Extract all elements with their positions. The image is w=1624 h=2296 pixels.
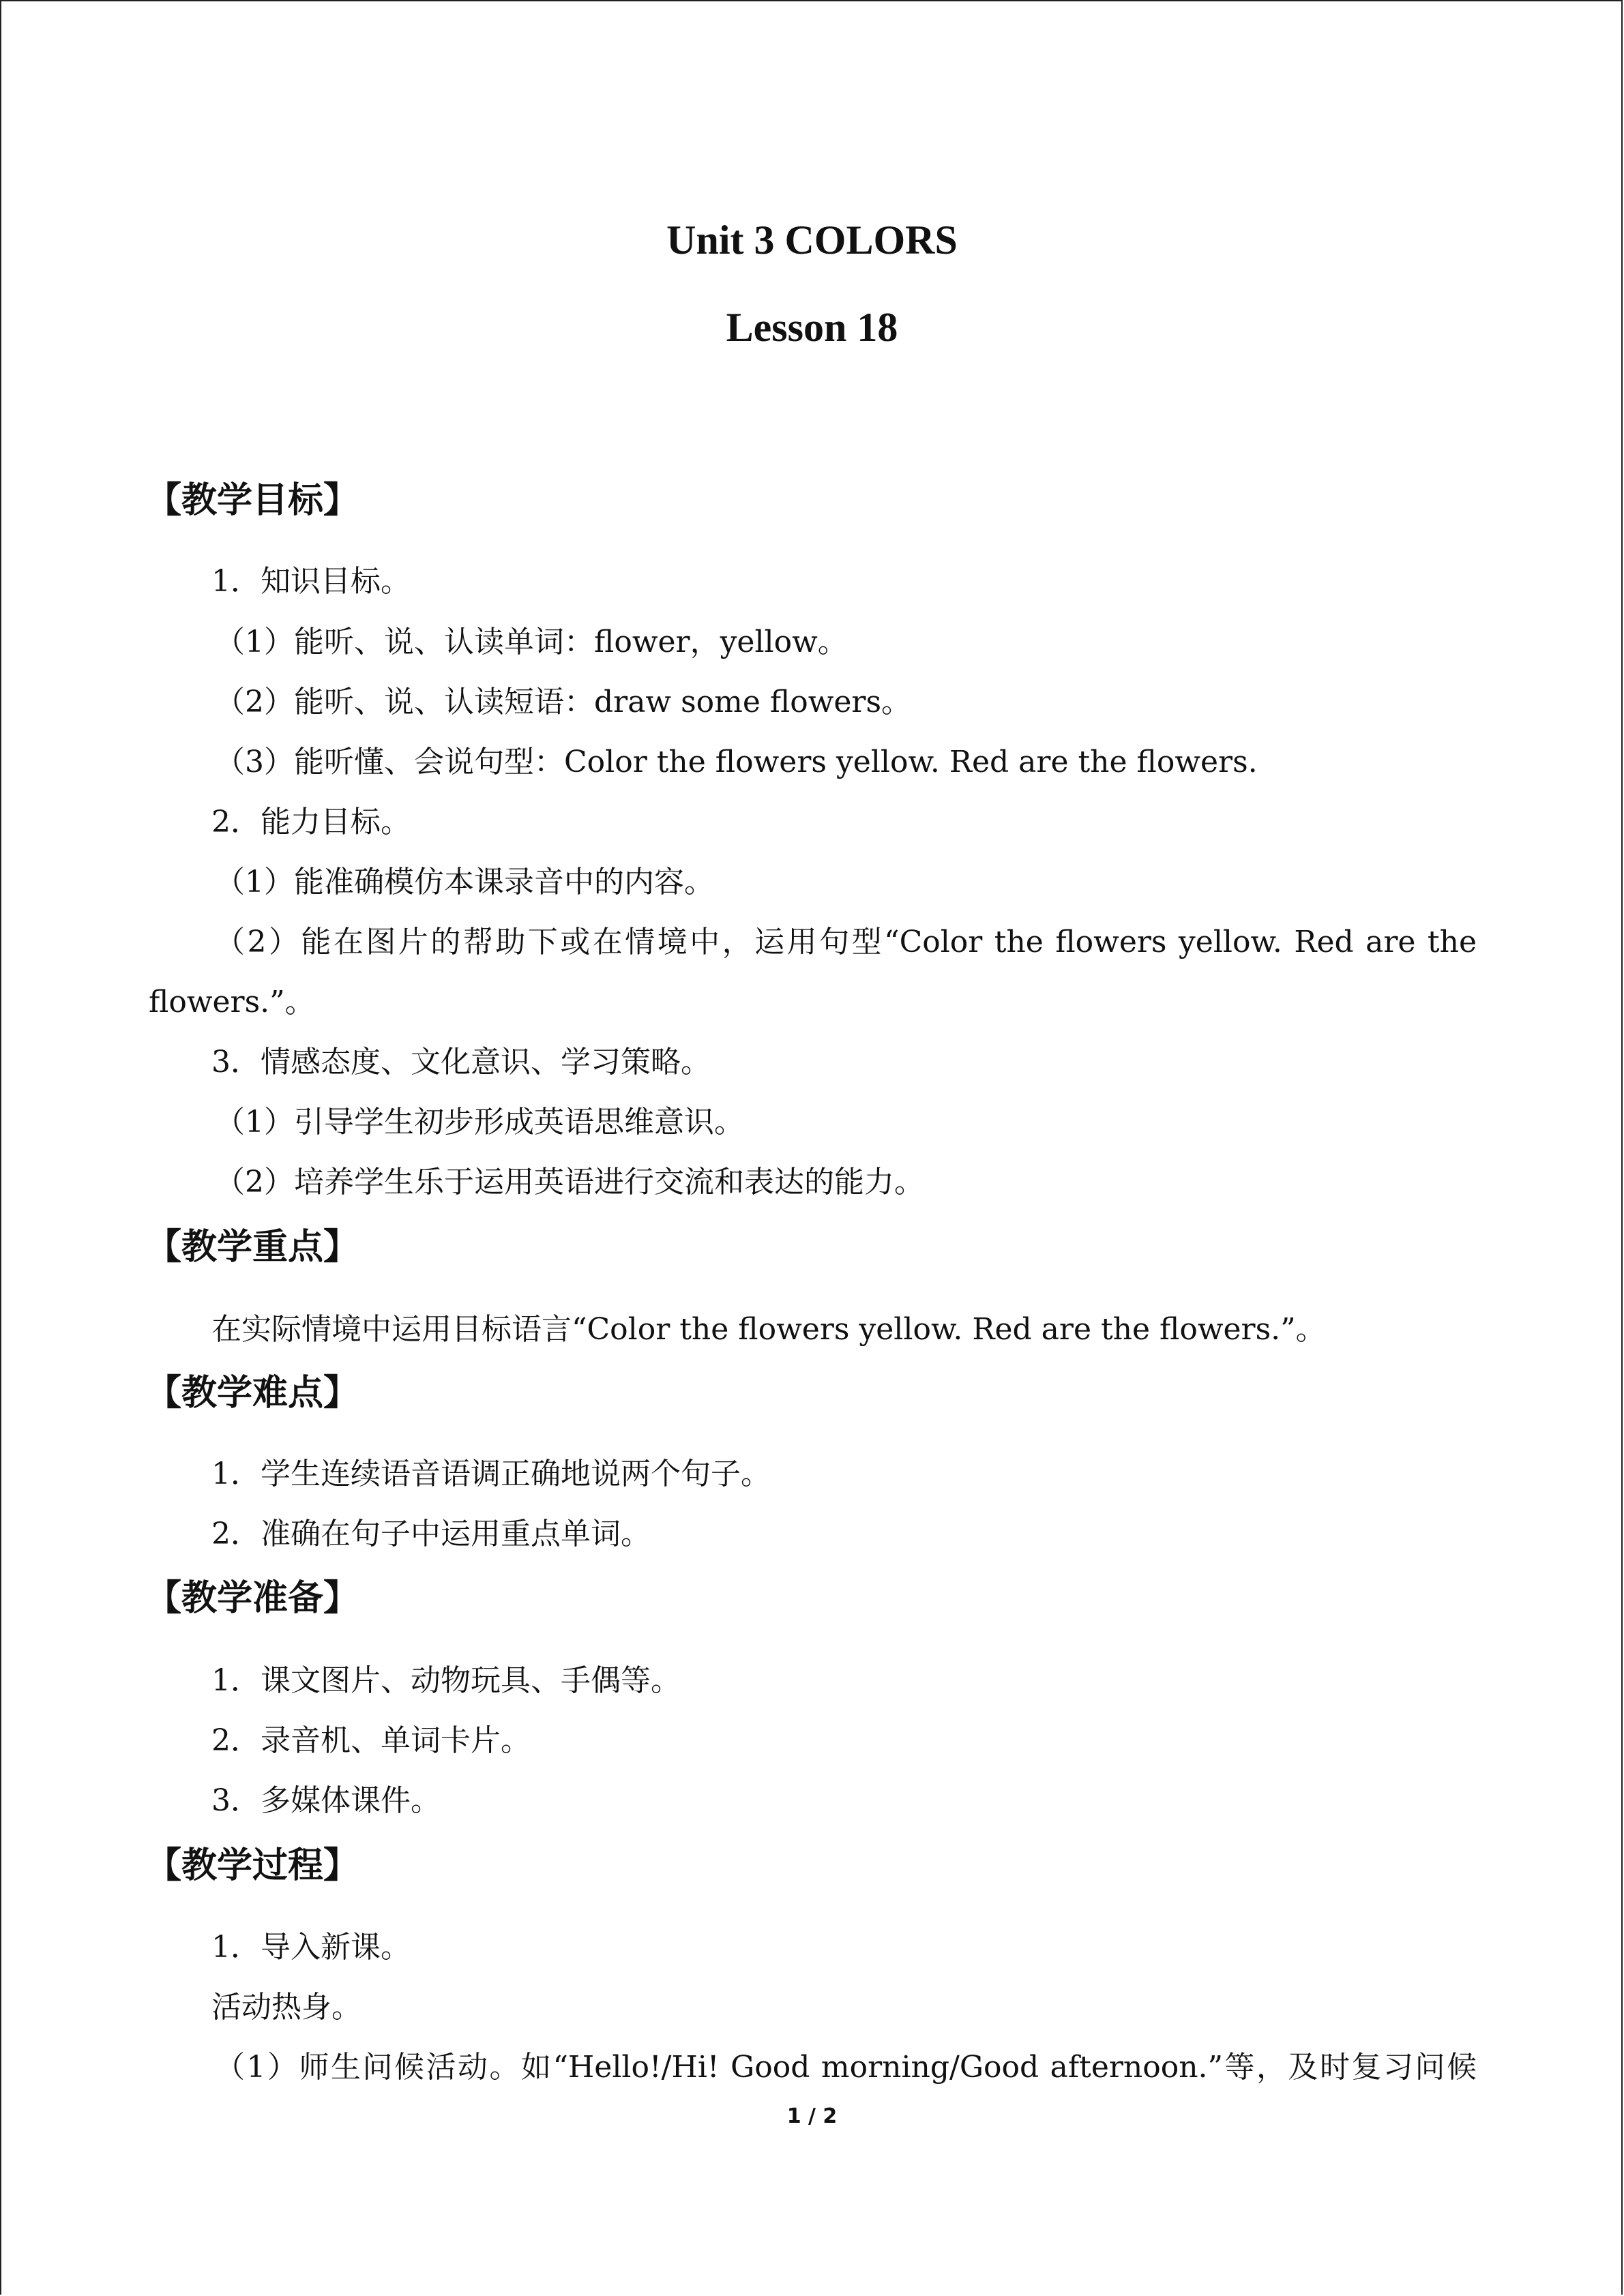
document-title: Unit 3 COLORS: [666, 218, 958, 263]
objective-line: （1）引导学生初步形成英语思维意识。: [215, 1105, 744, 1139]
difficulty-line: 2．准确在句子中运用重点单词。: [211, 1517, 651, 1551]
objective-line: （1）能听、说、认读单词：flower，yellow。: [215, 625, 848, 659]
section-heading-objectives: 【教学目标】: [146, 480, 359, 521]
objective-line: （2）能听、说、认读短语：draw some flowers。: [215, 685, 912, 719]
page-indicator: 1 / 2: [786, 2104, 838, 2128]
preparation-line: 3．多媒体课件。: [211, 1783, 441, 1818]
objective-line: （2）培养学生乐于运用英语进行交流和表达的能力。: [215, 1165, 924, 1199]
preparation-line: 1．课文图片、动物玩具、手偶等。: [211, 1663, 681, 1698]
objective-line: 1．知识目标。: [211, 564, 411, 599]
objective-line: （3）能听懂、会说句型：Color the flowers yellow. Red are the flowers.: [215, 745, 1258, 779]
objective-line: 2．能力目标。: [211, 805, 411, 839]
objective-line: 3．情感态度、文化意识、学习策略。: [211, 1045, 711, 1079]
process-line: （1）师生问候活动。如“Hello!/Hi! Good morning/Good afternoon.”等，及时复习问候: [215, 2050, 1477, 2085]
process-line: 1．导入新课。: [211, 1930, 411, 1965]
difficulty-line: 1．学生连续语音语调正确地说两个句子。: [211, 1457, 771, 1491]
preparation-line: 2．录音机、单词卡片。: [211, 1723, 531, 1758]
objective-line: flowers.”。: [149, 985, 315, 1019]
process-line: 活动热身。: [211, 1990, 361, 2025]
key-point-line: 在实际情境中运用目标语言“Color the flowers yellow. Red are the flowers.”。: [211, 1312, 1326, 1347]
section-heading-key-points: 【教学重点】: [146, 1227, 359, 1268]
document-subtitle: Lesson 18: [726, 305, 898, 350]
section-heading-difficulties: 【教学难点】: [146, 1373, 359, 1414]
section-heading-process: 【教学过程】: [146, 1845, 359, 1886]
objective-line: （1）能准确模仿本课录音中的内容。: [215, 865, 714, 899]
section-heading-preparation: 【教学准备】: [146, 1578, 359, 1619]
objective-line: （2）能在图片的帮助下或在情境中，运用句型“Color the flowers yellow. Red are the: [215, 925, 1477, 959]
